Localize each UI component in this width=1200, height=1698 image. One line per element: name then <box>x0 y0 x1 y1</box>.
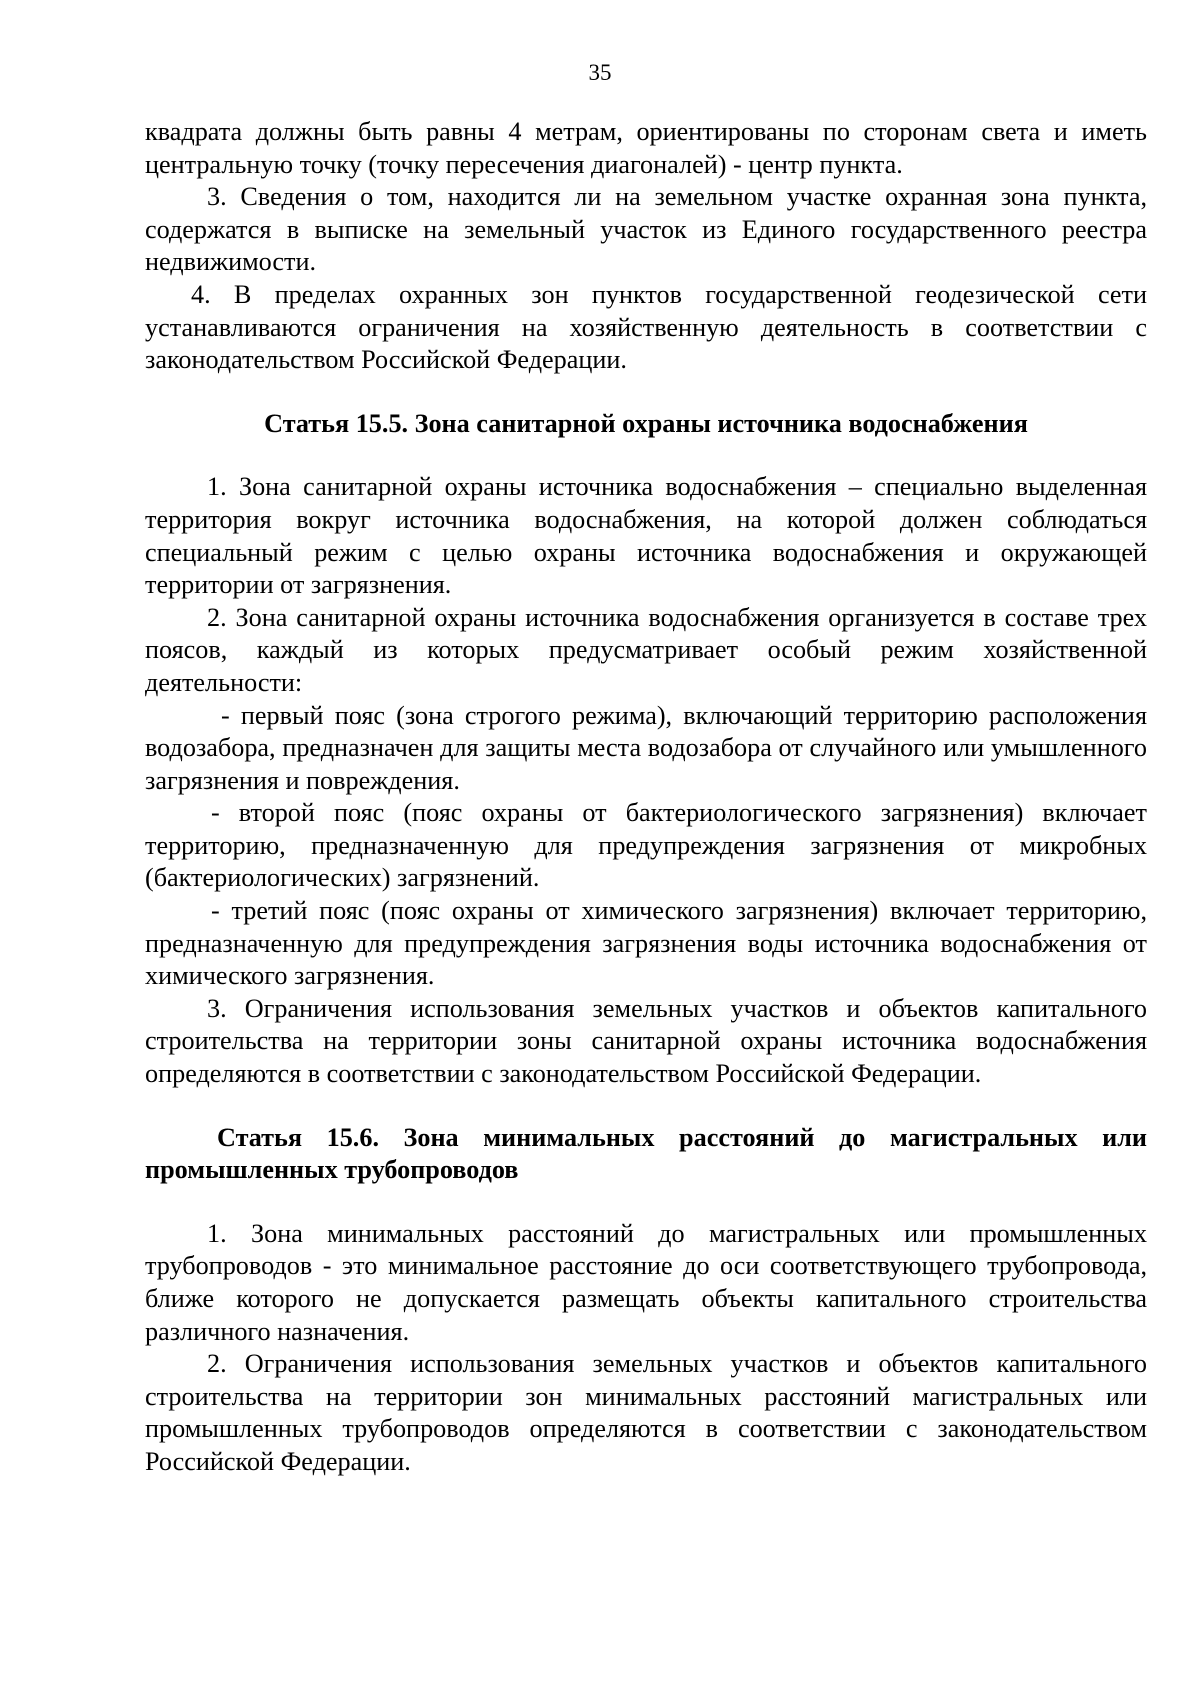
document-body <box>145 116 1147 1479</box>
page-number: 35 <box>588 60 612 85</box>
paragraph-continuation: квадрата должны быть равны 4 метрам, ориентированы по сторонам света и иметь центральную точку (точку пересечения диагоналей) - центр пункта. <box>145 117 1147 179</box>
article-15-6-paragraph-2: 2. Ограничения использования земельных участков и объектов капитального строительства на территории зон минимальных расстояний магистральных или промышленных трубопроводов определяются в соответствии с законодательством Российской Федерации. <box>145 1349 1147 1476</box>
article-15-5-paragraph-3: 3. Ограничения использования земельных участков и объектов капитального строительства на территории зоны санитарной охраны источника водоснабжения определяются в соответствии с законодательством Российской Федерации. <box>145 993 1147 1089</box>
article-15-5-heading: Статья 15.5. Зона санитарной охраны источника водоснабжения <box>264 408 1028 438</box>
paragraph-item-3: 3. Сведения о том, находится ли на земельном участке охранная зона пункта, содержатся в выписке на земельный участок из Единого государственного реестра недвижимости. <box>145 182 1147 277</box>
article-15-6-heading: Статья 15.6. Зона минимальных расстояний до магистральных или промышленных трубопроводов <box>145 1122 1147 1185</box>
article-15-5-list-item-2: - второй пояс (пояс охраны от бактериологического загрязнения) включает территорию, предназначенную для предупреждения загрязнения от микробных (бактериологических) загрязнений. <box>145 798 1147 893</box>
article-15-5-paragraph-2: 2. Зона санитарной охраны источника водоснабжения организуется в составе трех поясов, каждый из которых предусматривает особый режим хозяйственной деятельности: <box>145 602 1147 697</box>
paragraph-item-4: 4. В пределах охранных зон пунктов государственной геодезической сети устанавливаются ограничения на хозяйственную деятельность в соответствии с законодательством Российской Федерации. <box>145 279 1147 375</box>
article-15-5-paragraph-1: 1. Зона санитарной охраны источника водоснабжения – специально выделенная территория вокруг источника водоснабжения, на которой должен соблюдаться специальный режим с целью охраны источника водоснабжения и окружающей территории от загрязнения. <box>145 472 1147 600</box>
article-15-5-list-item-1: - первый пояс (зона строгого режима), включающий территорию расположения водозабора, предназначен для защиты места водозабора от случайного или умышленного загрязнения и повреждения. <box>145 700 1147 795</box>
article-15-5-list-item-3: - третий пояс (пояс охраны от химического загрязнения) включает территорию, предназначенную для предупреждения загрязнения воды источника водоснабжения от химического загрязнения. <box>145 896 1147 991</box>
article-15-6-paragraph-1: 1. Зона минимальных расстояний до магистральных или промышленных трубопроводов - это минимальное расстояние до оси соответствующего трубопровода, ближе которого не допускается размещать объекты капитального строительства различного назначения. <box>145 1218 1147 1346</box>
